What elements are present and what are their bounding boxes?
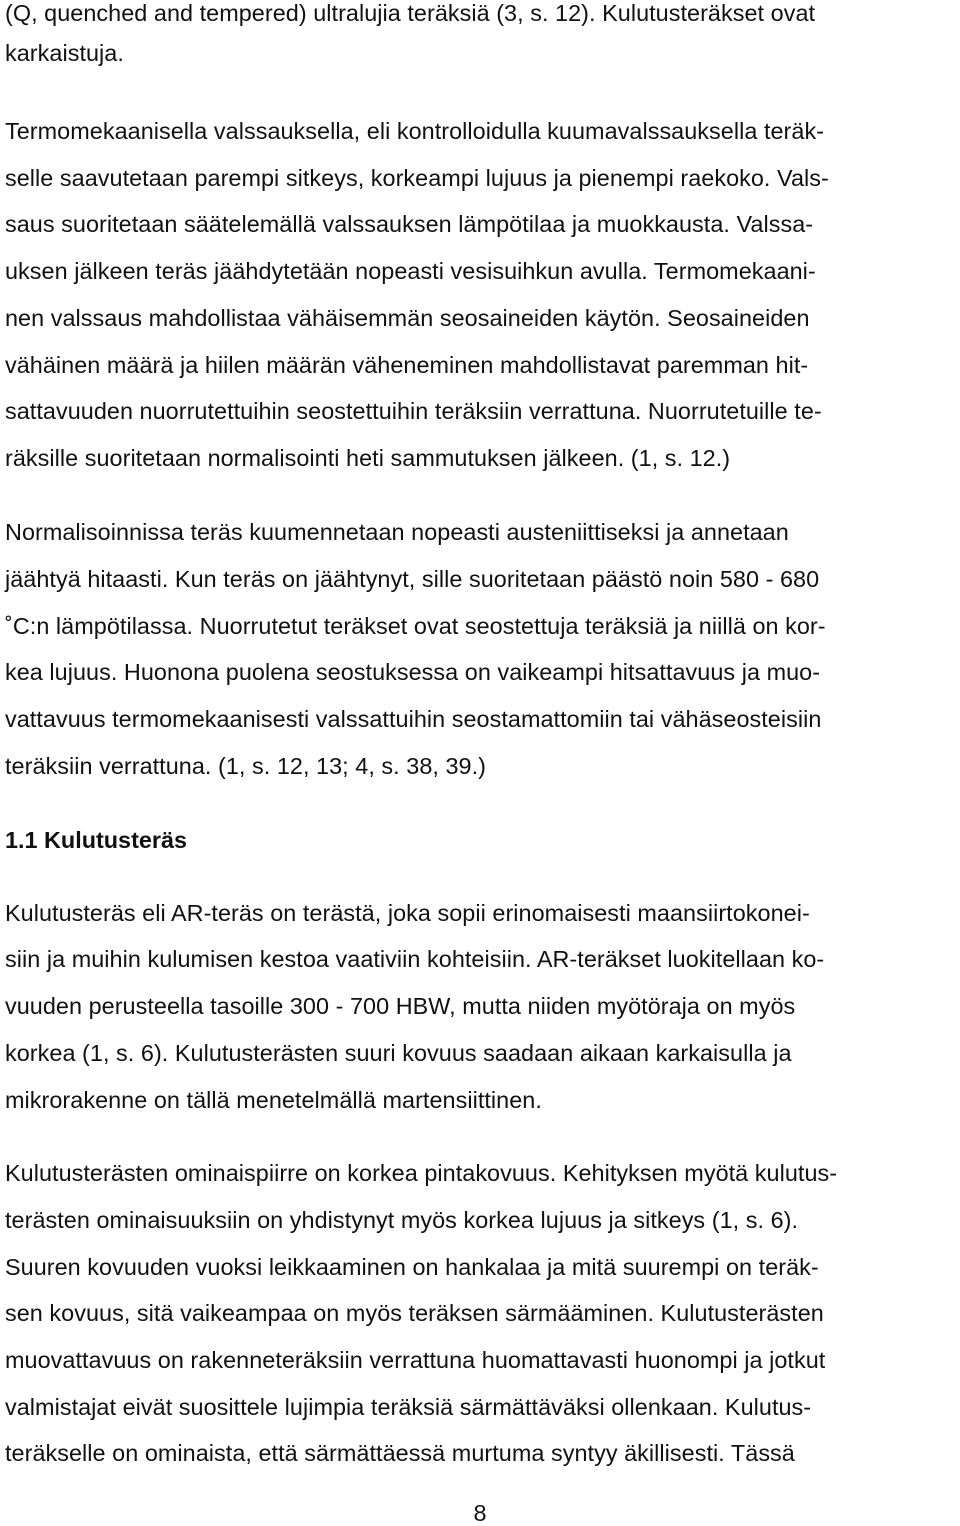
text-line: räksille suoritetaan normalisointi heti sammutuksen jälkeen. (1, s. 12.)	[5, 445, 731, 471]
text-line: karkaistuja.	[5, 40, 124, 66]
section-heading: 1.1 Kulutusteräs	[5, 827, 187, 853]
text-line: selle saavutetaan parempi sitkeys, korkeampi lujuus ja pienempi raekoko. Vals-	[5, 165, 829, 191]
text-line: Termomekaanisella valssauksella, eli kontrolloidulla kuumavalssauksella teräk-	[5, 118, 825, 144]
text-line: siin ja muihin kulumisen kestoa vaativiin kohteisiin. AR-teräkset luokitellaan ko-	[5, 946, 825, 972]
text-line: vähäinen määrä ja hiilen määrän väheneminen mahdollistavat paremman hit-	[5, 352, 809, 378]
text-line: sen kovuus, sitä vaikeampaa on myös teräksen särmääminen. Kulutusterästen	[5, 1300, 824, 1326]
text-line: Kulutusterästen ominaispiirre on korkea pintakovuus. Kehityksen myötä kulutus-	[5, 1160, 838, 1186]
text-line: vuuden perusteella tasoille 300 - 700 HBW, mutta niiden myötöraja on myös	[5, 993, 796, 1019]
text-line: Normalisoinnissa teräs kuumennetaan nopeasti austeniittiseksi ja annetaan	[5, 519, 789, 545]
text-line: vattavuus termomekaanisesti valssattuihin seostamattomiin tai vähäseosteisiin	[5, 706, 822, 732]
text-line: uksen jälkeen teräs jäähdytetään nopeasti vesisuihkun avulla. Termomekaani-	[5, 258, 816, 284]
text-line: (Q, quenched and tempered) ultralujia teräksiä (3, s. 12). Kulutusteräkset ovat	[5, 0, 816, 26]
text-line: terästen ominaisuuksiin on yhdistynyt myös korkea lujuus ja sitkeys (1, s. 6).	[5, 1207, 799, 1233]
text-line: sattavuuden nuorrutettuihin seostettuihin teräksiin verrattuna. Nuorrutetuille te-	[5, 398, 822, 424]
text-line: teräkselle on ominaista, että särmättäessä murtuma syntyy äkillisesti. Tässä	[5, 1440, 795, 1466]
text-line: korkea (1, s. 6). Kulutusterästen suuri kovuus saadaan aikaan karkaisulla ja	[5, 1040, 792, 1066]
page-number: 8	[473, 1500, 487, 1526]
text-line: muovattavuus on rakenneteräksiin verrattuna huomattavasti huonompi ja jotkut	[5, 1347, 826, 1373]
text-line: saus suoritetaan säätelemällä valssauksen lämpötilaa ja muokkausta. Valssa-	[5, 211, 814, 237]
text-line: Suuren kovuuden vuoksi leikkaaminen on hankalaa ja mitä suurempi on teräk-	[5, 1254, 819, 1280]
text-line: teräksiin verrattuna. (1, s. 12, 13; 4, s. 38, 39.)	[5, 753, 486, 779]
text-line: mikrorakenne on tällä menetelmällä martensiittinen.	[5, 1087, 542, 1113]
text-line: kea lujuus. Huonona puolena seostuksessa on vaikeampi hitsattavuus ja muo-	[5, 659, 821, 685]
text-line: Kulutusteräs eli AR-teräs on terästä, joka sopii erinomaisesti maansiirtokonei-	[5, 900, 810, 926]
text-line: nen valssaus mahdollistaa vähäisemmän seosaineiden käytön. Seosaineiden	[5, 305, 810, 331]
text-line: valmistajat eivät suosittele lujimpia teräksiä särmättäväksi ollenkaan. Kulutus-	[5, 1394, 812, 1420]
text-line: ˚C:n lämpötilassa. Nuorrutetut teräkset ovat seostettuja teräksiä ja niillä on kor-	[5, 613, 826, 639]
text-line: jäähtyä hitaasti. Kun teräs on jäähtynyt, sille suoritetaan päästö noin 580 - 680	[5, 566, 820, 592]
